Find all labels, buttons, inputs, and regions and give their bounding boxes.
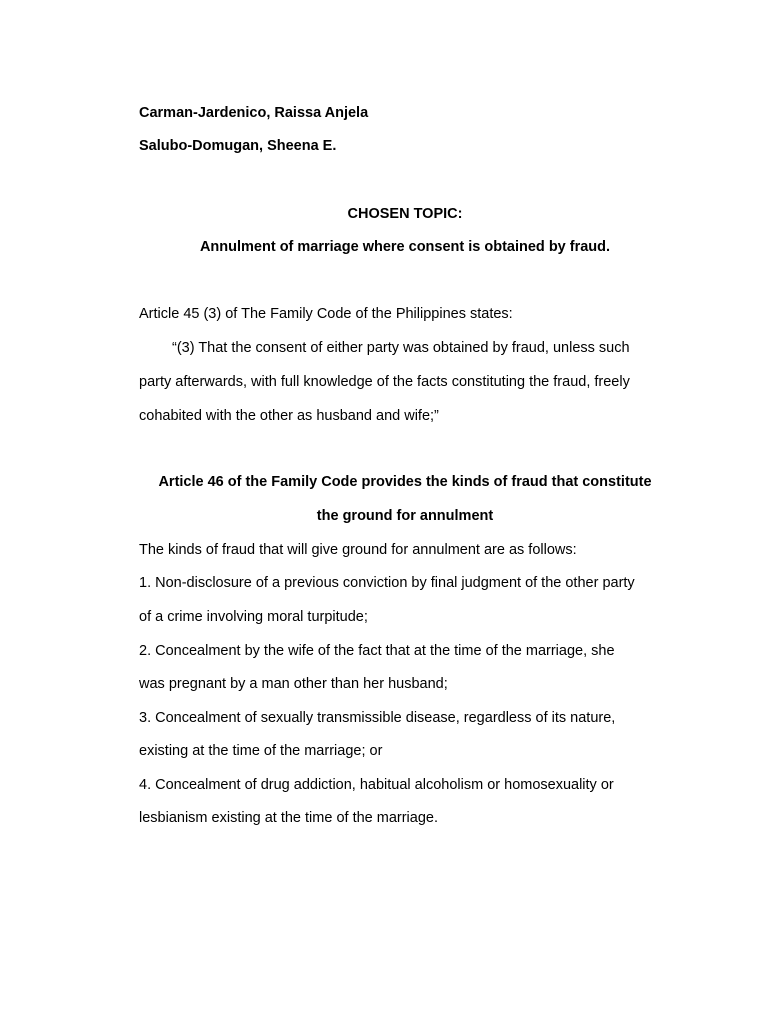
topic-title: Annulment of marriage where consent is obtained by fraud. <box>199 239 611 255</box>
article45-intro: Article 45 (3) of The Family Code of the Philippines states: <box>139 306 513 322</box>
fraud-list-line: 4. Concealment of drug addiction, habitual alcoholism or homosexuality or <box>139 777 614 793</box>
topic-heading: CHOSEN TOPIC: <box>347 206 463 222</box>
fraud-list-line: of a crime involving moral turpitude; <box>139 609 368 625</box>
fraud-list-line: 1. Non-disclosure of a previous conviction by final judgment of the other party <box>139 575 635 591</box>
fraud-list-line: 2. Concealment by the wife of the fact that at the time of the marriage, she <box>139 643 615 659</box>
author-2: Salubo-Domugan, Sheena E. <box>139 138 337 154</box>
article45-quote-line: party afterwards, with full knowledge of the facts constituting the fraud, freely <box>139 374 630 390</box>
article45-quote-line: “(3) That the consent of either party was obtained by fraud, unless such <box>172 340 630 356</box>
fraud-list-line: was pregnant by a man other than her husband; <box>139 676 448 692</box>
article46-heading-line: Article 46 of the Family Code provides the kinds of fraud that constitute <box>158 474 652 490</box>
article46-heading-line: the ground for annulment <box>316 508 494 524</box>
article46-intro: The kinds of fraud that will give ground for annulment are as follows: <box>139 542 577 558</box>
fraud-list-line: 3. Concealment of sexually transmissible disease, regardless of its nature, <box>139 710 616 726</box>
article45-quote-line: cohabited with the other as husband and wife;” <box>139 408 439 424</box>
fraud-list-line: existing at the time of the marriage; or <box>139 743 383 759</box>
author-1: Carman-Jardenico, Raissa Anjela <box>139 105 369 121</box>
fraud-list-line: lesbianism existing at the time of the marriage. <box>139 810 438 826</box>
